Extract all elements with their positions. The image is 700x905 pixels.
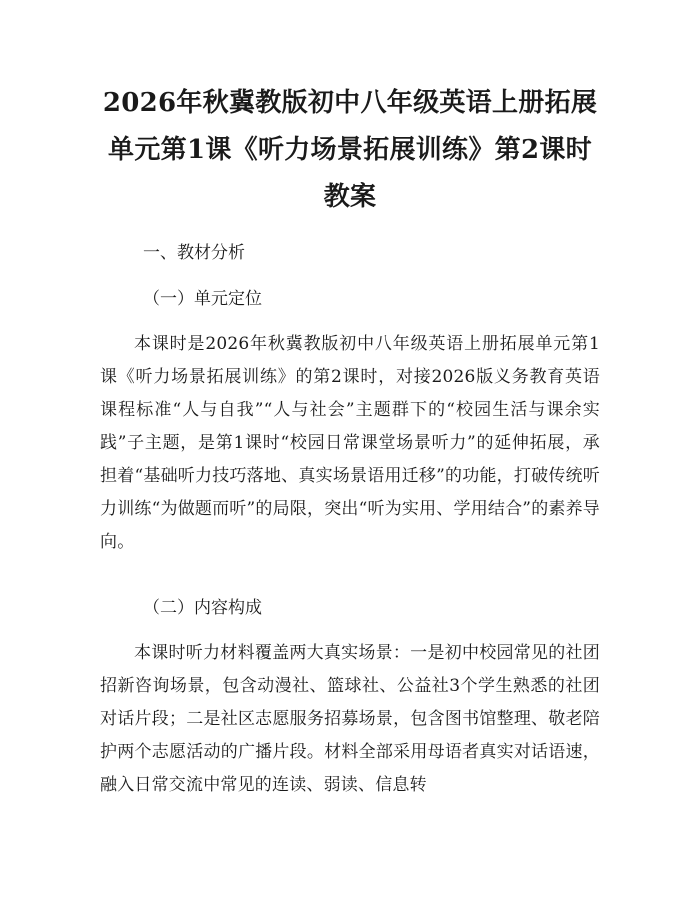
paragraph-content-composition: 本课时听力材料覆盖两大真实场景：一是初中校园常见的社团招新咨询场景，包含动漫社、篮球社、公益社3个学生熟悉的社团对话片段；二是社区志愿服务招募场景，包含图书馆整理、敬老陪护两个志愿活动的广播片段。材料全部采用母语者真实对话语速，融入日常交流中常见的连读、弱读、信息转 bbox=[100, 643, 600, 795]
section-heading-textbook-analysis: 一、教材分析 bbox=[143, 243, 245, 263]
subsection-heading-unit-positioning: （一）单元定位 bbox=[143, 289, 262, 309]
document-title: 2026年秋冀教版初中八年级英语上册拓展单元第1课《听力场景拓展训练》第2课时教案 bbox=[102, 88, 598, 212]
subsection-heading-content-composition: （二）内容构成 bbox=[143, 598, 262, 618]
paragraph-unit-positioning: 本课时是2026年秋冀教版初中八年级英语上册拓展单元第1课《听力场景拓展训练》的第2课时，对接2026版义务教育英语课程标准“人与自我”“人与社会”主题群下的“校园生活与课余实践”子主题，是第1课时“校园日常课堂场景听力”的延伸拓展，承担着“基础听力技巧落地、真实场景语用迁移”的功能，打破传统听力训练“为做题而听”的局限，突出“听为实用、学用结合”的素养导向。 bbox=[100, 334, 600, 552]
